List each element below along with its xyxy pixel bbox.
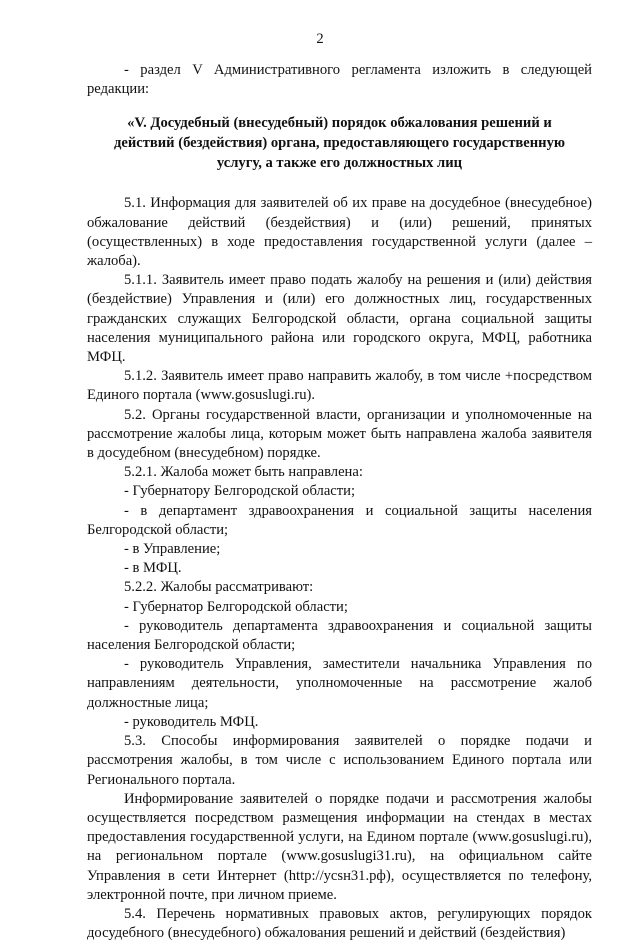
paragraph: - в департамент здравоохранения и социальной защиты населения Белгородской области; xyxy=(87,502,592,538)
paragraph: 5.2.1. Жалоба может быть направлена: xyxy=(124,464,363,481)
paragraph: 5.1. Информация для заявителей об их праве на досудебное (внесудебное) обжалование действий (бездействия) и (или) решений, принятых (осуществленных) в ходе предоставления государственной услуги (далее – жалоба). xyxy=(87,195,592,270)
paragraph: 5.2. Органы государственной власти, организации и уполномоченные на рассмотрение жалобы лица, которым может быть направлена жалоба заявителя в досудебном (внесудебном) порядке. xyxy=(87,406,592,462)
paragraph: 5.2.2. Жалобы рассматривают: xyxy=(124,579,314,596)
paragraph: 5.1.1. Заявитель имеет право подать жалобу на решения и (или) действия (бездействие) Управления и (или) его должностных лиц, государственных гражданских служащих Белгородской области, органа социальной защиты населения муниципального района или городского округа, МФЦ, работника МФЦ. xyxy=(87,272,592,366)
paragraph: - руководитель департамента здравоохранения и социальной защиты населения Белгородской области; xyxy=(87,617,592,654)
paragraph: - руководитель Управления, заместители начальника Управления по направлениям деятельности, уполномоченные на рассмотрение жалоб должностные лица; xyxy=(87,656,592,711)
paragraph: - Губернатор Белгородской области; xyxy=(124,598,348,615)
paragraph: 5.1.2. Заявитель имеет право направить жалобу, в том числе +посредством Единого портала (www.gosuslugi.ru). xyxy=(87,368,592,404)
paragraph: - Губернатору Белгородской области; xyxy=(124,483,356,500)
paragraph: - руководитель МФЦ. xyxy=(124,713,259,730)
intro-paragraph: - раздел V Административного регламента изложить в следующей редакции: xyxy=(87,62,592,98)
paragraph: 5.4. Перечень нормативных правовых актов, регулирующих порядок досудебного (внесудебного) обжалования решений и действий (бездействия) xyxy=(87,905,592,942)
page-number: 2 xyxy=(316,31,324,47)
paragraph: Информирование заявителей о порядке подачи и рассмотрения жалобы осуществляется посредством размещения информации на стендах в местах предоставления государственной услуги, на Едином портале (www.gosuslugi.ru), на региональном портале (www.gosuslugi31.ru), на официальном сайте Управления в сети Интернет (http://ycsн31.рф), осуществляется по телефону, электронной почте, при личном приеме. xyxy=(87,790,592,903)
section-title: «V. Досудебный (внесудебный) порядок обжалования решений и действий (бездействия) органа, предоставляющего государственную услугу, а также его должностных лиц xyxy=(113,115,566,172)
document-body xyxy=(87,61,592,943)
paragraph: - в Управление; xyxy=(124,541,221,558)
paragraph: - в МФЦ. xyxy=(124,560,182,577)
paragraph-list xyxy=(87,194,592,943)
paragraph: 5.3. Способы информирования заявителей о порядке подачи и рассмотрения жалобы, в том числе с использованием Единого портала или Регионального портала. xyxy=(87,733,592,788)
